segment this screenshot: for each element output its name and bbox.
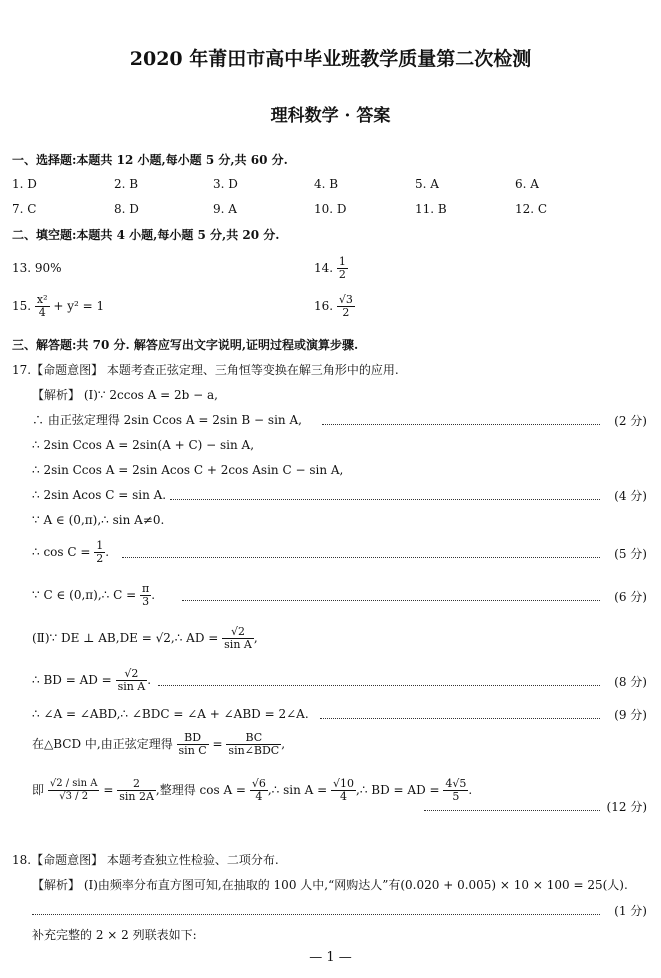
text-segment: ∵ C ∈ (0,π),∴ C = bbox=[32, 588, 137, 602]
answer-5: 5. A bbox=[415, 177, 439, 191]
dot-leader bbox=[170, 499, 600, 500]
frac-denominator: 3 bbox=[142, 595, 150, 608]
answer-7: 7. C bbox=[12, 202, 37, 216]
frac-denominator: sin A bbox=[117, 680, 146, 693]
dot-leader bbox=[122, 557, 600, 558]
text-segment: . bbox=[151, 588, 156, 602]
frac-numerator: √2 bbox=[222, 626, 254, 639]
dot-leader bbox=[182, 600, 600, 601]
text-segment: 即 bbox=[32, 783, 45, 797]
q18-line-3: 补充完整的 2 × 2 列联表如下: bbox=[32, 928, 197, 942]
frac-numerator: BC bbox=[226, 732, 281, 745]
answer-15-fraction bbox=[35, 294, 50, 319]
frac-denominator: 4 bbox=[38, 306, 46, 319]
frac-denominator: √3 / 2 bbox=[59, 791, 89, 802]
frac-denominator: sin∠BDC bbox=[228, 744, 280, 757]
score-mark: (5 分) bbox=[614, 547, 647, 561]
answer-12: 12. C bbox=[515, 202, 548, 216]
frac-numerator: 4√5 bbox=[445, 777, 467, 790]
score-mark: (8 分) bbox=[614, 675, 647, 689]
fraction bbox=[94, 540, 105, 565]
answer-6: 6. A bbox=[515, 177, 539, 191]
answer-14 bbox=[314, 256, 348, 281]
q17-line-12 bbox=[32, 732, 285, 757]
fraction bbox=[222, 626, 254, 651]
answer-16-fraction bbox=[337, 294, 355, 319]
text-segment: . bbox=[468, 783, 473, 797]
answer-15-rest: + y² = 1 bbox=[53, 299, 105, 313]
section2-heading: 二、填空题:本题共 4 小题,每小题 5 分,共 20 分. bbox=[12, 228, 280, 242]
text-segment: ∴ cos C = bbox=[32, 545, 91, 559]
frac-denominator: sin A bbox=[224, 638, 252, 651]
frac-numerator: √10 bbox=[333, 777, 355, 790]
frac-denominator: 2 bbox=[338, 268, 346, 281]
answer-14-label: 14. bbox=[314, 261, 334, 275]
answer-8: 8. D bbox=[114, 202, 139, 216]
answer-11: 11. B bbox=[415, 202, 447, 216]
frac-numerator: 1 bbox=[338, 255, 346, 268]
text-segment: . bbox=[105, 545, 110, 559]
equals-sign: = bbox=[103, 783, 114, 797]
q17-line-8 bbox=[32, 583, 155, 608]
frac-numerator: √3 bbox=[338, 293, 353, 306]
frac-numerator: x² bbox=[36, 293, 48, 306]
q17-line-3: ∴ 2sin Ccos A = 2sin(A + C) − sin A, bbox=[32, 438, 255, 452]
answer-10: 10. D bbox=[314, 202, 347, 216]
frac-numerator: 1 bbox=[96, 539, 104, 552]
text-segment: 在△BCD 中,由正弦定理得 bbox=[32, 737, 173, 751]
text-segment: ∴ BD = AD = bbox=[32, 673, 112, 687]
q18-line-1: 【解析】 (Ⅰ)由频率分布直方图可知,在抽取的 100 人中,“网购达人”有(0.020 + 0.005) × 10 × 100 = 25(人). bbox=[32, 878, 628, 892]
frac-numerator: BD bbox=[177, 732, 209, 745]
q17-intro: 17.【命题意图】 本题考查正弦定理、三角恒等变换在解三角形中的应用. bbox=[12, 363, 399, 377]
fraction bbox=[443, 778, 468, 803]
q17-line-2: ∴ 由正弦定理得 2sin Ccos A = 2sin B − sin A, bbox=[32, 413, 302, 427]
answer-15-label: 15. bbox=[12, 299, 32, 313]
fraction bbox=[117, 778, 156, 803]
q17-line-5: ∴ 2sin Acos C = sin A. bbox=[32, 488, 167, 502]
q17-line-1: 【解析】 (Ⅰ)∵ 2ccos A = 2b − a, bbox=[32, 388, 218, 402]
text-segment: , bbox=[281, 737, 286, 751]
document-title: 2020 年莆田市高中毕业班教学质量第二次检测 bbox=[129, 48, 532, 70]
frac-numerator: √2 / sin A bbox=[49, 778, 98, 789]
score-mark: (1 分) bbox=[614, 904, 647, 918]
answer-3: 3. D bbox=[213, 177, 238, 191]
score-mark: (4 分) bbox=[614, 489, 647, 503]
fraction bbox=[177, 732, 209, 757]
section3-heading: 三、解答题:共 70 分. 解答应写出文字说明,证明过程或演算步骤. bbox=[12, 338, 359, 352]
frac-denominator: 2 bbox=[342, 306, 350, 319]
q17-line-10 bbox=[32, 668, 151, 693]
text-segment: , bbox=[253, 631, 258, 645]
q17-line-6: ∵ A ∈ (0,π),∴ sin A≠0. bbox=[32, 513, 165, 527]
fraction bbox=[331, 778, 356, 803]
answer-14-fraction bbox=[337, 256, 348, 281]
q17-line-4: ∴ 2sin Ccos A = 2sin Acos C + 2cos Asin C − sin A, bbox=[32, 463, 344, 477]
answer-16 bbox=[314, 294, 355, 319]
frac-numerator: 2 bbox=[117, 778, 156, 791]
frac-denominator: 2 bbox=[96, 552, 104, 565]
q17-line-11: ∴ ∠A = ∠ABD,∴ ∠BDC = ∠A + ∠ABD = 2∠A. bbox=[32, 707, 309, 721]
score-mark: (2 分) bbox=[614, 414, 647, 428]
dot-leader bbox=[320, 718, 600, 719]
q17-line-9 bbox=[32, 626, 258, 651]
text-segment: (Ⅱ)∵ DE ⊥ AB,DE = √2,∴ AD = bbox=[32, 631, 219, 645]
answer-13: 13. 90% bbox=[12, 261, 62, 275]
dot-leader bbox=[158, 685, 600, 686]
answer-16-label: 16. bbox=[314, 299, 334, 313]
fraction bbox=[116, 668, 148, 693]
fraction bbox=[140, 583, 151, 608]
frac-denominator: 4 bbox=[255, 790, 263, 803]
fraction bbox=[226, 732, 281, 757]
q17-line-13 bbox=[32, 778, 472, 803]
score-mark: (12 分) bbox=[606, 800, 647, 814]
frac-numerator: √2 bbox=[116, 668, 148, 681]
dot-leader bbox=[32, 914, 600, 915]
frac-denominator: sin 2A bbox=[119, 790, 154, 803]
text-segment: . bbox=[147, 673, 152, 687]
frac-numerator: √6 bbox=[251, 777, 266, 790]
text-segment: ,∴ sin A = bbox=[267, 783, 328, 797]
fraction bbox=[250, 778, 268, 803]
frac-denominator: sin C bbox=[178, 744, 207, 757]
section1-heading: 一、选择题:本题共 12 小题,每小题 5 分,共 60 分. bbox=[12, 153, 288, 167]
frac-denominator: 4 bbox=[340, 790, 347, 803]
dot-leader bbox=[322, 424, 600, 425]
score-mark: (9 分) bbox=[614, 708, 647, 722]
equals-sign: = bbox=[212, 737, 223, 751]
page-number: — 1 — bbox=[309, 950, 352, 965]
dot-leader bbox=[424, 810, 600, 811]
q17-line-7 bbox=[32, 540, 109, 565]
frac-numerator: π bbox=[141, 582, 150, 595]
answer-1: 1. D bbox=[12, 177, 37, 191]
q18-intro: 18.【命题意图】 本题考查独立性检验、二项分布. bbox=[12, 853, 279, 867]
document-subtitle: 理科数学 · 答案 bbox=[270, 106, 391, 126]
frac-denominator: 5 bbox=[452, 790, 460, 803]
answer-2: 2. B bbox=[114, 177, 139, 191]
compound-fraction bbox=[48, 778, 100, 803]
score-mark: (6 分) bbox=[614, 590, 647, 604]
answer-15 bbox=[12, 294, 104, 319]
text-segment: ,∴ BD = AD = bbox=[356, 783, 440, 797]
text-segment: ,整理得 cos A = bbox=[155, 783, 246, 797]
answer-9: 9. A bbox=[213, 202, 237, 216]
answer-4: 4. B bbox=[314, 177, 339, 191]
